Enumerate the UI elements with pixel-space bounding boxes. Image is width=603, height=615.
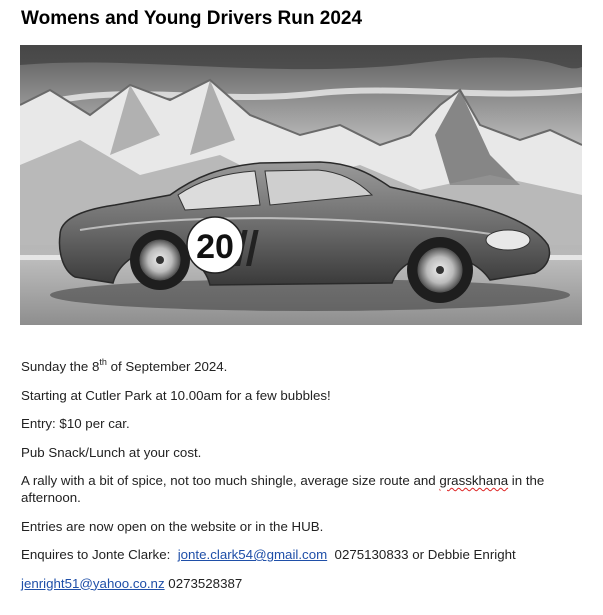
rally-text: A rally with a bit of spice, not too much shingle, average size route and	[21, 473, 440, 488]
enquires-phone: 0275130833 or Debbie Enright	[327, 547, 516, 562]
enquires-text: Enquires to Jonte Clarke:	[21, 547, 178, 562]
rally-line	[21, 472, 581, 506]
email-link-debbie[interactable]: jenright51@yahoo.co.nz	[21, 575, 165, 591]
entry-line: Entry: $10 per car.	[21, 416, 130, 431]
race-number: 20	[196, 228, 234, 266]
contact-line	[21, 575, 581, 592]
date-ordinal: th	[99, 356, 107, 367]
date-text: Sunday the 8	[21, 359, 100, 374]
car-photo	[20, 45, 582, 325]
hero-image	[20, 45, 582, 325]
email-link-jonte[interactable]: jonte.clark54@gmail.com	[177, 547, 328, 562]
event-details	[21, 358, 581, 603]
date-rest: of September 2024.	[106, 359, 228, 374]
entries-line: Entries are now open on the website or in the HUB.	[21, 518, 324, 534]
pub-line: Pub Snack/Lunch at your cost.	[21, 444, 202, 460]
rally-flagged-word: grasskhana	[439, 473, 509, 488]
rally-text-end: in the afternoon.	[21, 473, 545, 505]
date-line	[21, 358, 581, 375]
page-title: Womens and Young Drivers Run 2024	[21, 8, 363, 29]
enquires-line	[21, 546, 581, 563]
debbie-phone: 0273528387	[164, 575, 243, 591]
start-line: Starting at Cutler Park at 10.00am for a few bubbles!	[21, 387, 331, 403]
